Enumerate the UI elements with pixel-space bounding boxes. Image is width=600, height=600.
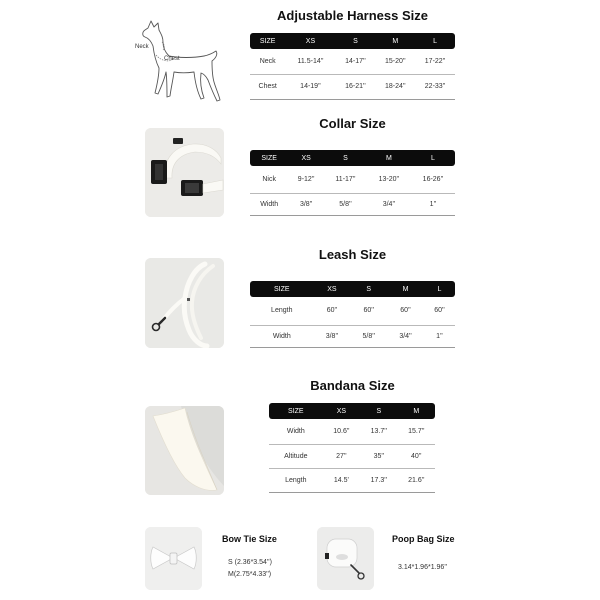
table-cell: 60'' xyxy=(314,297,351,325)
table-cell: 35'' xyxy=(360,444,397,468)
table-cell: 9-12'' xyxy=(288,166,324,193)
table-header-row xyxy=(250,33,455,49)
dog-outline-illustration xyxy=(132,18,227,108)
row-label: Width xyxy=(269,419,323,444)
header-cell: SIZE xyxy=(250,281,314,297)
table-cell: 15.7'' xyxy=(398,419,435,444)
table-cell: 11-17'' xyxy=(324,166,367,193)
bow-tie-photo xyxy=(145,527,202,590)
table-cell: 17-22'' xyxy=(415,49,455,74)
header-cell: S xyxy=(324,150,367,166)
header-cell: SIZE xyxy=(250,33,285,49)
table-cell: 13-20'' xyxy=(367,166,411,193)
leash-size-table xyxy=(250,281,455,348)
table-row xyxy=(250,325,455,347)
table-cell: 3/4'' xyxy=(387,325,424,347)
bow-tie-size-m: M(2.75*4.33'') xyxy=(228,571,272,578)
table-cell: 14-19'' xyxy=(285,74,335,99)
row-label: Neck xyxy=(250,49,285,74)
bandana-title: Bandana Size xyxy=(310,378,395,393)
table-cell: 14-17'' xyxy=(336,49,376,74)
collar-size-table xyxy=(250,150,455,216)
header-cell: M xyxy=(367,150,411,166)
table-cell: 40'' xyxy=(398,444,435,468)
table-cell: 5/8'' xyxy=(324,193,367,215)
table-cell: 14.5' xyxy=(323,468,360,492)
header-cell: M xyxy=(387,281,424,297)
harness-size-table xyxy=(250,33,455,100)
leash-photo xyxy=(145,258,224,348)
table-cell: 27'' xyxy=(323,444,360,468)
table-cell: 1'' xyxy=(424,325,455,347)
bow-tie-title: Bow Tie Size xyxy=(222,534,277,544)
table-cell: 18-24'' xyxy=(375,74,415,99)
table-cell: 3/4'' xyxy=(367,193,411,215)
table-row xyxy=(250,193,455,215)
bandana-photo xyxy=(145,406,224,495)
table-row xyxy=(250,74,455,99)
table-cell: 60'' xyxy=(387,297,424,325)
table-row xyxy=(269,468,435,492)
table-cell: 16-21'' xyxy=(336,74,376,99)
row-label: Length xyxy=(250,297,314,325)
header-cell: L xyxy=(415,33,455,49)
bow-tie-size-s: S (2.36*3.54'') xyxy=(228,559,272,566)
table-row xyxy=(250,166,455,193)
table-cell: 3/8'' xyxy=(314,325,351,347)
header-cell: XS xyxy=(288,150,324,166)
header-cell: L xyxy=(411,150,455,166)
header-cell: XS xyxy=(314,281,351,297)
table-cell: 13.7'' xyxy=(360,419,397,444)
table-cell: 16-26'' xyxy=(411,166,455,193)
table-cell: 22-33'' xyxy=(415,74,455,99)
table-header-row xyxy=(269,403,435,419)
collar-photo xyxy=(145,128,224,217)
harness-title: Adjustable Harness Size xyxy=(277,8,428,23)
table-cell: 11.5-14'' xyxy=(285,49,335,74)
neck-label: Neck xyxy=(135,44,149,50)
header-cell: SIZE xyxy=(269,403,323,419)
header-cell: L xyxy=(424,281,455,297)
table-row xyxy=(250,49,455,74)
table-cell: 21.6'' xyxy=(398,468,435,492)
table-header-row xyxy=(250,150,455,166)
table-row xyxy=(250,297,455,325)
chest-label: Chest xyxy=(164,56,180,62)
row-label: Altitude xyxy=(269,444,323,468)
header-cell: S xyxy=(360,403,397,419)
table-cell: 10.6'' xyxy=(323,419,360,444)
header-cell: M xyxy=(398,403,435,419)
header-cell: SIZE xyxy=(250,150,288,166)
bandana-size-table xyxy=(269,403,435,493)
poop-bag-size: 3.14*1.96*1.96'' xyxy=(398,564,447,571)
table-header-row xyxy=(250,281,455,297)
row-label: Length xyxy=(269,468,323,492)
row-label: Width xyxy=(250,193,288,215)
table-cell: 5/8'' xyxy=(350,325,387,347)
leash-title: Leash Size xyxy=(318,247,387,262)
row-label: Chest xyxy=(250,74,285,99)
poop-bag-title: Poop Bag Size xyxy=(392,534,455,544)
row-label: Width xyxy=(250,325,314,347)
table-cell: 60'' xyxy=(424,297,455,325)
row-label: Nick xyxy=(250,166,288,193)
table-cell: 15-20'' xyxy=(375,49,415,74)
header-cell: XS xyxy=(285,33,335,49)
table-cell: 3/8'' xyxy=(288,193,324,215)
poop-bag-photo xyxy=(317,527,374,590)
header-cell: S xyxy=(336,33,376,49)
header-cell: M xyxy=(375,33,415,49)
header-cell: S xyxy=(350,281,387,297)
table-cell: 1'' xyxy=(411,193,455,215)
table-cell: 60'' xyxy=(350,297,387,325)
table-cell: 17.3'' xyxy=(360,468,397,492)
table-row xyxy=(269,419,435,444)
collar-title: Collar Size xyxy=(319,116,386,131)
header-cell: XS xyxy=(323,403,360,419)
table-row xyxy=(269,444,435,468)
